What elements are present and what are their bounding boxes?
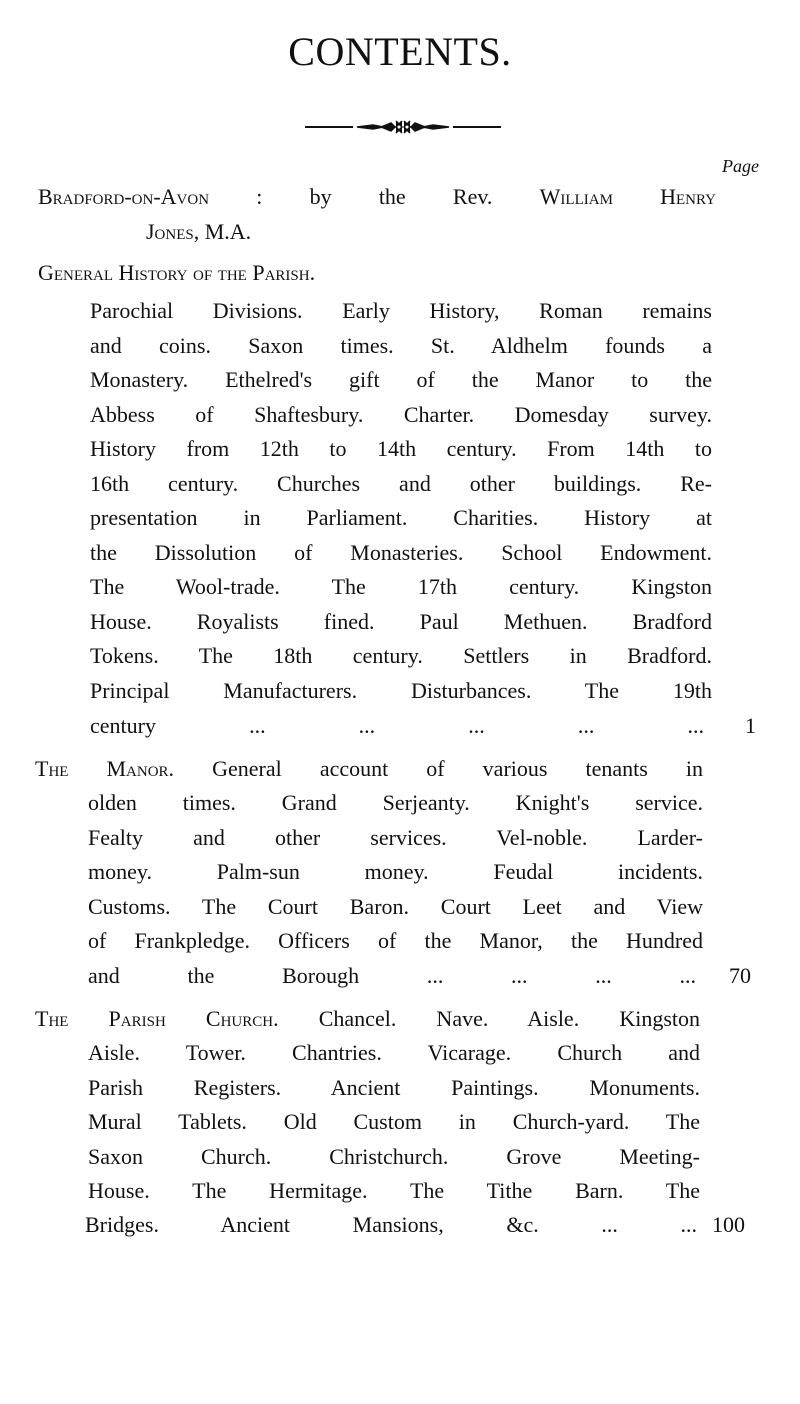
section-heading: The Manor. (35, 756, 175, 781)
toc-line: presentation in Parliament. Charities. History at (90, 505, 712, 530)
toc-line: century ... ... ... ... ... (90, 713, 704, 738)
toc-line: Abbess of Shaftesbury. Charter. Domesday survey. (90, 402, 712, 427)
page-number: 100 (712, 1212, 745, 1237)
page-title: CONTENTS. (288, 29, 512, 74)
toc-line: of Frankpledge. Officers of the Manor, the Hundred (88, 928, 703, 953)
page-column-header: Page (722, 156, 759, 176)
toc-line (35, 1006, 700, 1032)
author-line-2 (146, 219, 251, 245)
toc-line: House. The Hermitage. The Tithe Barn. The (88, 1178, 700, 1203)
toc-line: Principal Manufacturers. Disturbances. The 19th (90, 678, 712, 703)
page-number: 70 (729, 963, 751, 988)
toc-line: the Dissolution of Monasteries. School Endowment. (90, 540, 712, 565)
author-degree: M.A. (204, 219, 252, 244)
toc-line: 16th century. Churches and other buildings. Re- (90, 471, 712, 496)
author-surname: Jones, (146, 219, 200, 244)
toc-line: Customs. The Court Baron. Court Leet and View (88, 894, 703, 919)
page-number: 1 (745, 713, 756, 738)
toc-line: olden times. Grand Serjeanty. Knight's service. (88, 790, 703, 815)
toc-line: Fealty and other services. Vel-noble. Larder- (88, 825, 703, 850)
toc-line (35, 756, 703, 782)
toc-line: and coins. Saxon times. St. Aldhelm founds a (90, 333, 712, 358)
toc-line: Parish Registers. Ancient Paintings. Monuments. (88, 1075, 700, 1100)
toc-line: money. Palm-sun money. Feudal incidents. (88, 859, 703, 884)
toc-line: Saxon Church. Christchurch. Grove Meeting- (88, 1144, 700, 1169)
toc-line: Monastery. Ethelred's gift of the Manor to the (90, 367, 712, 392)
toc-line-text: General account of various tenants in (212, 756, 704, 781)
toc-line: History from 12th to 14th century. From 14th to (90, 436, 712, 461)
toc-line: Tokens. The 18th century. Settlers in Bradford. (90, 643, 712, 668)
toc-line: House. Royalists fined. Paul Methuen. Bradford (90, 609, 712, 634)
toc-line: Bridges. Ancient Mansions, &c. ... ... (85, 1212, 697, 1237)
author-name: William Henry (539, 184, 717, 209)
by-text: by the Rev. (309, 184, 493, 209)
toc-line: Mural Tablets. Old Custom in Church-yard. The (88, 1109, 700, 1134)
section-heading: The Parish Church. (35, 1006, 279, 1031)
toc-line: Parochial Divisions. Early History, Roman remains (90, 298, 712, 323)
place-name: Bradford-on-Avon : (38, 184, 263, 209)
toc-line: Aisle. Tower. Chantries. Vicarage. Church and (88, 1040, 700, 1065)
ornament-divider-icon (303, 118, 503, 136)
toc-line: The Wool-trade. The 17th century. Kingston (90, 574, 712, 599)
section-heading: General History of the Parish. (38, 260, 316, 285)
toc-line: and the Borough ... ... ... ... (88, 963, 696, 988)
author-line (38, 184, 716, 210)
toc-line-text: Chancel. Nave. Aisle. Kingston (318, 1006, 700, 1031)
